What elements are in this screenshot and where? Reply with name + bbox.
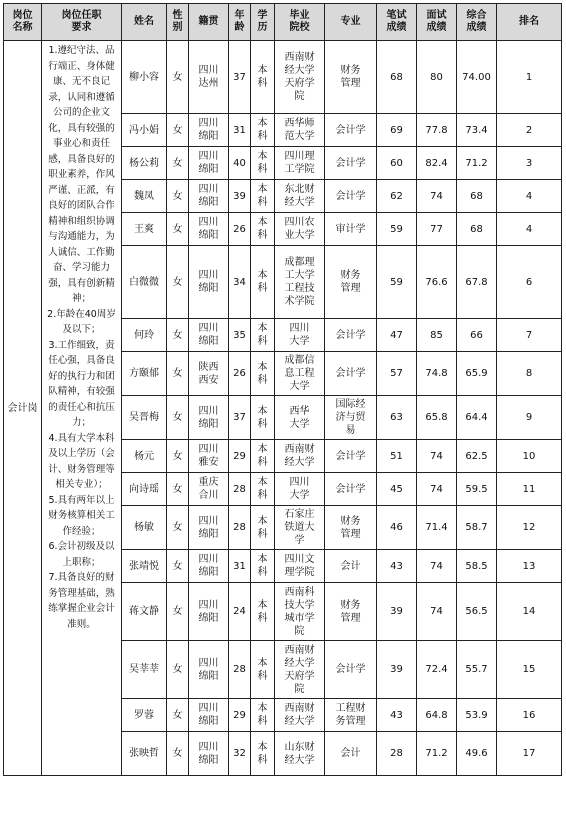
major-cell: 会计学: [325, 473, 377, 506]
written-cell: 60: [377, 147, 417, 180]
interview-cell: 74: [417, 583, 457, 641]
education-cell: 本 科: [251, 506, 275, 550]
header-age: 年 龄: [229, 4, 251, 41]
name-cell: 何玲: [122, 319, 167, 352]
total-cell: 56.5: [457, 583, 497, 641]
age-cell: 28: [229, 473, 251, 506]
education-cell: 本 科: [251, 641, 275, 699]
total-cell: 49.6: [457, 732, 497, 776]
education-cell: 本 科: [251, 396, 275, 440]
hometown-cell: 重庆 合川: [189, 473, 229, 506]
age-cell: 35: [229, 319, 251, 352]
name-cell: 向诗瑶: [122, 473, 167, 506]
education-cell: 本 科: [251, 352, 275, 396]
written-cell: 63: [377, 396, 417, 440]
gender-cell: 女: [167, 550, 189, 583]
hometown-cell: 四川 绵阳: [189, 550, 229, 583]
name-cell: 蒋文静: [122, 583, 167, 641]
score-sheet: [3, 3, 562, 776]
hometown-cell: 四川 绵阳: [189, 213, 229, 246]
gender-cell: 女: [167, 699, 189, 732]
total-cell: 58.7: [457, 506, 497, 550]
rank-cell: 8: [497, 352, 562, 396]
interview-cell: 74: [417, 473, 457, 506]
name-cell: 罗蓉: [122, 699, 167, 732]
interview-cell: 77.8: [417, 114, 457, 147]
hometown-cell: 四川 绵阳: [189, 396, 229, 440]
gender-cell: 女: [167, 440, 189, 473]
name-cell: 杨元: [122, 440, 167, 473]
header-row: [4, 4, 562, 41]
hometown-cell: 四川 达州: [189, 41, 229, 114]
total-cell: 65.9: [457, 352, 497, 396]
written-cell: 59: [377, 246, 417, 319]
gender-cell: 女: [167, 583, 189, 641]
written-cell: 59: [377, 213, 417, 246]
written-cell: 43: [377, 699, 417, 732]
interview-cell: 74: [417, 440, 457, 473]
requirements-cell: 1.遵纪守法、品行端正、身体健康、无不良记录，认同和遵循公司的企业文化，具有较强的事业心和责任感，具备良好的职业素养，作风严谨、正派，有良好的团队合作精神和组织协调与沟通能力，为人诚信、工作勤奋、学习能力强，具有创新精神； 2.年龄在40周岁及以下； 3.工作细致，责任心强，具备良好的执行力和团队精神，有较强的责任心和抗压力； 4.具有大学本科及以上学历（会计、财务管理等相关专业）； 5.具有两年以上财务核算相关工作经验； 6.会计初级及以上职称； 7.具备良好的财务管理基础，熟练掌握企业会计准则。: [42, 41, 122, 776]
age-cell: 24: [229, 583, 251, 641]
header-interview: 面试 成绩: [417, 4, 457, 41]
education-cell: 本 科: [251, 583, 275, 641]
interview-cell: 76.6: [417, 246, 457, 319]
rank-cell: 2: [497, 114, 562, 147]
rank-cell: 4: [497, 213, 562, 246]
rank-cell: 9: [497, 396, 562, 440]
rank-cell: 11: [497, 473, 562, 506]
written-cell: 62: [377, 180, 417, 213]
total-cell: 53.9: [457, 699, 497, 732]
total-cell: 68: [457, 180, 497, 213]
age-cell: 40: [229, 147, 251, 180]
interview-cell: 82.4: [417, 147, 457, 180]
school-cell: 成都理 工大学 工程技 术学院: [275, 246, 325, 319]
gender-cell: 女: [167, 506, 189, 550]
written-cell: 45: [377, 473, 417, 506]
total-cell: 58.5: [457, 550, 497, 583]
major-cell: 会计学: [325, 641, 377, 699]
school-cell: 西华师 范大学: [275, 114, 325, 147]
written-cell: 47: [377, 319, 417, 352]
age-cell: 32: [229, 732, 251, 776]
major-cell: 会计: [325, 550, 377, 583]
header-rank: 排名: [497, 4, 562, 41]
education-cell: 本 科: [251, 319, 275, 352]
interview-cell: 71.4: [417, 506, 457, 550]
name-cell: 魏凤: [122, 180, 167, 213]
total-cell: 73.4: [457, 114, 497, 147]
hometown-cell: 四川 绵阳: [189, 506, 229, 550]
major-cell: 财务 管理: [325, 583, 377, 641]
name-cell: 方颐郁: [122, 352, 167, 396]
hometown-cell: 四川 绵阳: [189, 180, 229, 213]
rank-cell: 4: [497, 180, 562, 213]
school-cell: 东北财 经大学: [275, 180, 325, 213]
gender-cell: 女: [167, 319, 189, 352]
written-cell: 43: [377, 550, 417, 583]
age-cell: 28: [229, 506, 251, 550]
interview-cell: 74: [417, 180, 457, 213]
table-body: [4, 41, 562, 776]
gender-cell: 女: [167, 246, 189, 319]
age-cell: 34: [229, 246, 251, 319]
age-cell: 29: [229, 440, 251, 473]
candidate-score-table: [3, 3, 562, 776]
written-cell: 39: [377, 641, 417, 699]
name-cell: 王爽: [122, 213, 167, 246]
rank-cell: 16: [497, 699, 562, 732]
written-cell: 68: [377, 41, 417, 114]
gender-cell: 女: [167, 41, 189, 114]
total-cell: 71.2: [457, 147, 497, 180]
school-cell: 西华 大学: [275, 396, 325, 440]
gender-cell: 女: [167, 396, 189, 440]
major-cell: 会计学: [325, 180, 377, 213]
major-cell: 会计学: [325, 147, 377, 180]
hometown-cell: 四川 雅安: [189, 440, 229, 473]
hometown-cell: 四川 绵阳: [189, 246, 229, 319]
education-cell: 本 科: [251, 180, 275, 213]
age-cell: 29: [229, 699, 251, 732]
school-cell: 四川农 业大学: [275, 213, 325, 246]
name-cell: 吴晋梅: [122, 396, 167, 440]
interview-cell: 77: [417, 213, 457, 246]
written-cell: 57: [377, 352, 417, 396]
header-written: 笔试 成绩: [377, 4, 417, 41]
table-row: [4, 41, 562, 114]
education-cell: 本 科: [251, 440, 275, 473]
school-cell: 西南财 经大学: [275, 440, 325, 473]
hometown-cell: 陕西 西安: [189, 352, 229, 396]
written-cell: 28: [377, 732, 417, 776]
major-cell: 会计学: [325, 440, 377, 473]
header-position: 岗位 名称: [4, 4, 42, 41]
rank-cell: 15: [497, 641, 562, 699]
gender-cell: 女: [167, 147, 189, 180]
rank-cell: 12: [497, 506, 562, 550]
written-cell: 39: [377, 583, 417, 641]
written-cell: 69: [377, 114, 417, 147]
header-education: 学 历: [251, 4, 275, 41]
age-cell: 31: [229, 114, 251, 147]
header-school: 毕业 院校: [275, 4, 325, 41]
age-cell: 26: [229, 352, 251, 396]
major-cell: 财务 管理: [325, 41, 377, 114]
education-cell: 本 科: [251, 213, 275, 246]
name-cell: 杨公莉: [122, 147, 167, 180]
education-cell: 本 科: [251, 699, 275, 732]
major-cell: 审计学: [325, 213, 377, 246]
header-hometown: 籍贯: [189, 4, 229, 41]
total-cell: 62.5: [457, 440, 497, 473]
hometown-cell: 四川 绵阳: [189, 699, 229, 732]
total-cell: 59.5: [457, 473, 497, 506]
gender-cell: 女: [167, 180, 189, 213]
major-cell: 国际经 济与贸 易: [325, 396, 377, 440]
name-cell: 白微微: [122, 246, 167, 319]
gender-cell: 女: [167, 213, 189, 246]
hometown-cell: 四川 绵阳: [189, 583, 229, 641]
interview-cell: 80: [417, 41, 457, 114]
total-cell: 66: [457, 319, 497, 352]
school-cell: 西南财 经大学 天府学 院: [275, 41, 325, 114]
school-cell: 成都信 息工程 大学: [275, 352, 325, 396]
interview-cell: 72.4: [417, 641, 457, 699]
gender-cell: 女: [167, 352, 189, 396]
name-cell: 张靖悦: [122, 550, 167, 583]
total-cell: 68: [457, 213, 497, 246]
header-gender: 性 别: [167, 4, 189, 41]
school-cell: 石家庄 铁道大 学: [275, 506, 325, 550]
major-cell: 财务 管理: [325, 246, 377, 319]
gender-cell: 女: [167, 114, 189, 147]
name-cell: 杨敏: [122, 506, 167, 550]
major-cell: 会计学: [325, 319, 377, 352]
hometown-cell: 四川 绵阳: [189, 114, 229, 147]
interview-cell: 74: [417, 550, 457, 583]
rank-cell: 14: [497, 583, 562, 641]
header-major: 专业: [325, 4, 377, 41]
age-cell: 39: [229, 180, 251, 213]
education-cell: 本 科: [251, 246, 275, 319]
interview-cell: 71.2: [417, 732, 457, 776]
written-cell: 46: [377, 506, 417, 550]
name-cell: 柳小容: [122, 41, 167, 114]
rank-cell: 17: [497, 732, 562, 776]
hometown-cell: 四川 绵阳: [189, 732, 229, 776]
major-cell: 财务 管理: [325, 506, 377, 550]
age-cell: 37: [229, 41, 251, 114]
rank-cell: 7: [497, 319, 562, 352]
written-cell: 51: [377, 440, 417, 473]
age-cell: 26: [229, 213, 251, 246]
education-cell: 本 科: [251, 147, 275, 180]
major-cell: 工程财 务管理: [325, 699, 377, 732]
name-cell: 冯小娟: [122, 114, 167, 147]
education-cell: 本 科: [251, 732, 275, 776]
major-cell: 会计学: [325, 114, 377, 147]
age-cell: 31: [229, 550, 251, 583]
age-cell: 37: [229, 396, 251, 440]
education-cell: 本 科: [251, 550, 275, 583]
total-cell: 74.00: [457, 41, 497, 114]
interview-cell: 74.8: [417, 352, 457, 396]
header-requirements: 岗位任职 要求: [42, 4, 122, 41]
school-cell: 山东财 经大学: [275, 732, 325, 776]
hometown-cell: 四川 绵阳: [189, 147, 229, 180]
school-cell: 四川文 理学院: [275, 550, 325, 583]
school-cell: 西南科 技大学 城市学 院: [275, 583, 325, 641]
total-cell: 55.7: [457, 641, 497, 699]
school-cell: 四川理 工学院: [275, 147, 325, 180]
rank-cell: 1: [497, 41, 562, 114]
total-cell: 64.4: [457, 396, 497, 440]
school-cell: 西南财 经大学 天府学 院: [275, 641, 325, 699]
major-cell: 会计学: [325, 352, 377, 396]
major-cell: 会计: [325, 732, 377, 776]
education-cell: 本 科: [251, 473, 275, 506]
age-cell: 28: [229, 641, 251, 699]
school-cell: 西南财 经大学: [275, 699, 325, 732]
school-cell: 四川 大学: [275, 473, 325, 506]
education-cell: 本 科: [251, 41, 275, 114]
interview-cell: 85: [417, 319, 457, 352]
school-cell: 四川 大学: [275, 319, 325, 352]
gender-cell: 女: [167, 732, 189, 776]
header-name: 姓名: [122, 4, 167, 41]
name-cell: 吴莘莘: [122, 641, 167, 699]
gender-cell: 女: [167, 473, 189, 506]
total-cell: 67.8: [457, 246, 497, 319]
interview-cell: 64.8: [417, 699, 457, 732]
name-cell: 张映哲: [122, 732, 167, 776]
rank-cell: 13: [497, 550, 562, 583]
education-cell: 本 科: [251, 114, 275, 147]
rank-cell: 10: [497, 440, 562, 473]
hometown-cell: 四川 绵阳: [189, 319, 229, 352]
position-cell: 会计岗: [4, 41, 42, 776]
gender-cell: 女: [167, 641, 189, 699]
header-total: 综合 成绩: [457, 4, 497, 41]
interview-cell: 65.8: [417, 396, 457, 440]
hometown-cell: 四川 绵阳: [189, 641, 229, 699]
rank-cell: 6: [497, 246, 562, 319]
rank-cell: 3: [497, 147, 562, 180]
